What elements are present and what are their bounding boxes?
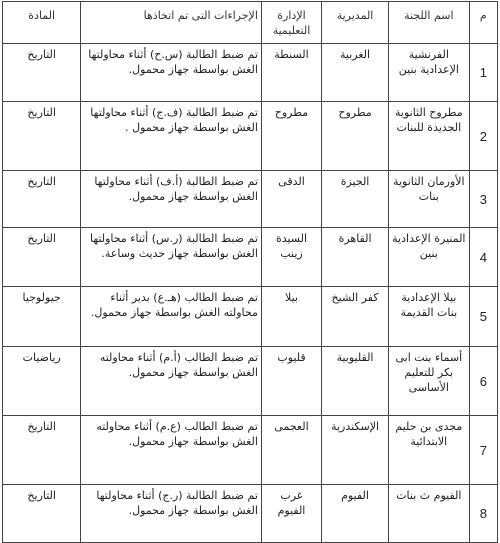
cell-actions: تم ضبط الطالب (ع.م) أثناء محاولته الغش بواسطة جهاز محمول. xyxy=(81,416,262,485)
cell-subject: التاريخ xyxy=(3,485,81,543)
cell-actions: تم ضبط الطالبة (س.ح) أثناء محاولتها الغش بواسطة جهاز محمول. xyxy=(81,44,262,102)
cheating-incidents-table xyxy=(2,1,498,543)
cell-number: 4 xyxy=(469,228,497,287)
cell-directorate: القاهرة xyxy=(322,228,389,287)
cell-number: 8 xyxy=(469,485,497,543)
cell-subject: رياضيات xyxy=(3,347,81,416)
cell-actions: تم ضبط الطالبة (ر.س) أثناء محاولتها الغش بواسطة جهاز حديث وساعة. xyxy=(81,228,262,287)
cell-committee: مجدى بن حليم الابتدائية xyxy=(389,416,470,485)
table-row xyxy=(3,287,498,347)
cell-admin: مطروح xyxy=(261,102,321,171)
table-row xyxy=(3,347,498,416)
cell-directorate: القليوبية xyxy=(322,347,389,416)
cell-actions: تم ضبط الطالب (أ.م) أثناء محاولته الغش بواسطة جهاز محمول. xyxy=(81,347,262,416)
cell-actions: تم ضبط الطالبة (أ.ف) أثناء محاولتها الغش بواسطة جهاز محمول. xyxy=(81,171,262,228)
table-header-row xyxy=(3,2,498,44)
document-page xyxy=(2,1,498,527)
cell-directorate: الفيوم xyxy=(322,485,389,543)
cell-subject: التاريخ xyxy=(3,228,81,287)
header-number: م xyxy=(469,2,497,44)
cell-admin: العجمى xyxy=(261,416,321,485)
cell-committee: الفرنشية الإعدادية بنين xyxy=(389,44,470,102)
cell-number: 5 xyxy=(469,287,497,347)
table-row xyxy=(3,44,498,102)
cell-directorate: كفر الشيخ xyxy=(322,287,389,347)
cell-admin: الدقى xyxy=(261,171,321,228)
table-row xyxy=(3,416,498,485)
header-subject: المادة xyxy=(3,2,81,44)
cell-directorate: الجيزة xyxy=(322,171,389,228)
cell-actions: تم ضبط الطالبة (ف.ج) أثناء محاولتها الغش بواسطة جهاز محمول . xyxy=(81,102,262,171)
cell-subject: التاريخ xyxy=(3,416,81,485)
cell-directorate: الإسكندرية xyxy=(322,416,389,485)
header-directorate: المديرية xyxy=(322,2,389,44)
cell-committee: أسماء بنت ابى بكر للتعليم الأساسى xyxy=(389,347,470,416)
cell-committee: بيلا الإعدادية بنات القديمة xyxy=(389,287,470,347)
cell-admin: السيدة زينب xyxy=(261,228,321,287)
header-committee: اسم اللجنة xyxy=(389,2,470,44)
header-actions: الإجراءات التى تم اتخاذها xyxy=(81,2,262,44)
table-row xyxy=(3,485,498,543)
cell-actions: تم ضبط الطالبة (ر.ج) أثناء محاولتها الغش بواسطة جهاز محمول. xyxy=(81,485,262,543)
cell-number: 2 xyxy=(469,102,497,171)
cell-directorate: الغربية xyxy=(322,44,389,102)
cell-subject: جيولوجيا xyxy=(3,287,81,347)
cell-directorate: مطروح xyxy=(322,102,389,171)
cell-actions: تم ضبط الطالب (هـ.ع) بدير أثناء محاولته الغش بواسطة جهاز محمول. xyxy=(81,287,262,347)
table-row xyxy=(3,102,498,171)
header-admin: الإدارة التعليمية xyxy=(261,2,321,44)
table-row xyxy=(3,171,498,228)
cell-admin: قليوب xyxy=(261,347,321,416)
cell-number: 7 xyxy=(469,416,497,485)
cell-committee: مطروح الثانوية الجديدة للبنات xyxy=(389,102,470,171)
cell-committee: الأورمان الثانوية بنات xyxy=(389,171,470,228)
cell-subject: التاريخ xyxy=(3,171,81,228)
cell-committee: الفيوم ث بنات xyxy=(389,485,470,543)
cell-admin: بيلا xyxy=(261,287,321,347)
cell-admin: السنطة xyxy=(261,44,321,102)
cell-admin: غرب الفيوم xyxy=(261,485,321,543)
cell-number: 6 xyxy=(469,347,497,416)
cell-subject: التاريخ xyxy=(3,44,81,102)
cell-number: 3 xyxy=(469,171,497,228)
cell-number: 1 xyxy=(469,44,497,102)
cell-committee: المنيرة الإعدادية بنين xyxy=(389,228,470,287)
cell-subject: التاريخ xyxy=(3,102,81,171)
table-row xyxy=(3,228,498,287)
